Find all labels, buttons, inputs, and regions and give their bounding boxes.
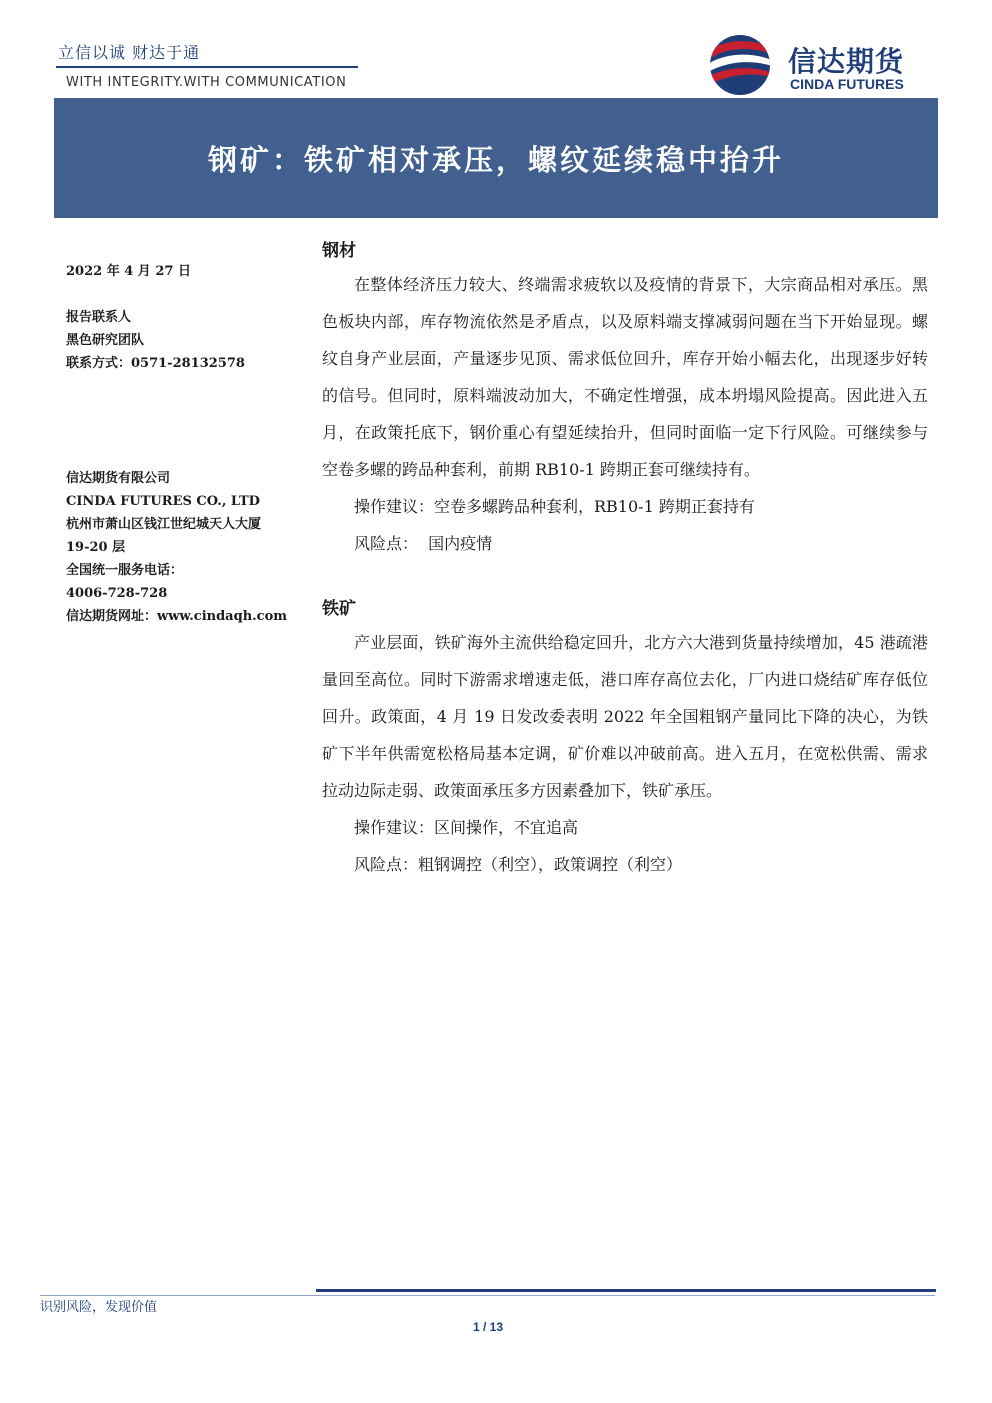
section-title: 钢材 [322, 241, 356, 261]
report-body [322, 236, 928, 883]
report-date: 2022 年 4 月 27 日 [66, 264, 191, 279]
risk-points: 风险点： 国内疫情 [354, 534, 493, 553]
risk-points: 风险点：粗钢调控（利空），政策调控（利空） [354, 855, 683, 874]
section-steel [322, 236, 928, 562]
company-address-floor: 19-20 层 [66, 540, 126, 555]
company-website: 信达期货网址：www.cindaqh.com [66, 609, 288, 624]
title-banner [54, 98, 938, 218]
research-team: 黑色研究团队 [66, 333, 145, 348]
contact-label: 报告联系人 [66, 310, 132, 325]
section-paragraph: 在整体经济压力较大、终端需求疲软以及疫情的背景下，大宗商品相对承压。黑色板块内部，库存物流依然是矛盾点，以及原料端支撑减弱问题在当下开始显现。螺纹自身产业层面，产量逐步见顶、需求低位回升，库存开始小幅去化，出现逐步好转的信号。但同时，原料端波动加大，不确定性增强，成本坍塌风险提高。因此进入五月，在政策托底下，钢价重心有望延续抬升，但同时面临一定下行风险。可继续参与空卷多螺的跨品种套利，前期 RB10-1 跨期正套可继续持有。 [322, 275, 928, 479]
company-name-en: CINDA FUTURES CO., LTD [66, 494, 260, 509]
logo-chinese-name: 信达期货 [788, 45, 905, 78]
logo-english-name: CINDA FUTURES [790, 76, 904, 92]
report-title: 钢矿：铁矿相对承压，螺纹延续稳中抬升 [207, 142, 784, 177]
sidebar-info [66, 260, 306, 628]
section-title: 铁矿 [322, 599, 356, 619]
hotline-number: 4006-728-728 [66, 586, 168, 601]
section-iron-ore [322, 594, 928, 883]
footer-rule-thin [40, 1295, 935, 1296]
footer-tagline: 识别风险，发现价值 [40, 1300, 158, 1315]
slogan-english: WITH INTEGRITY.WITH COMMUNICATION [66, 75, 347, 90]
cinda-globe-icon [700, 34, 780, 96]
slogan-chinese: 立信以诚 财达于通 [58, 43, 201, 62]
company-name-cn: 信达期货有限公司 [66, 471, 171, 486]
operation-advice: 操作建议：空卷多螺跨品种套利，RB10-1 跨期正套持有 [354, 497, 755, 516]
operation-advice: 操作建议：区间操作，不宜追高 [354, 818, 579, 837]
company-address: 杭州市萧山区钱江世纪城天人大厦 [66, 517, 262, 532]
hotline-label: 全国统一服务电话： [66, 563, 184, 578]
cinda-logo [700, 34, 940, 96]
footer-rule-thick [316, 1289, 936, 1292]
contact-phone: 联系方式：0571-28132578 [66, 356, 245, 371]
slogan-underline [56, 66, 358, 68]
page-number: 1 / 13 [472, 1320, 504, 1334]
section-paragraph: 产业层面，铁矿海外主流供给稳定回升，北方六大港到货量持续增加，45 港疏港量回至高位。同时下游需求增速走低，港口库存高位去化，厂内进口烧结矿库存低位回升。政策面，4 月 19 日发改委表明 2022 年全国粗钢产量同比下降的决心，为铁矿下半年供需宽松格局基本定调，矿价难以冲破前高。进入五月，在宽松供需、需求拉动边际走弱、政策面承压多方因素叠加下，铁矿承压。 [322, 633, 928, 800]
